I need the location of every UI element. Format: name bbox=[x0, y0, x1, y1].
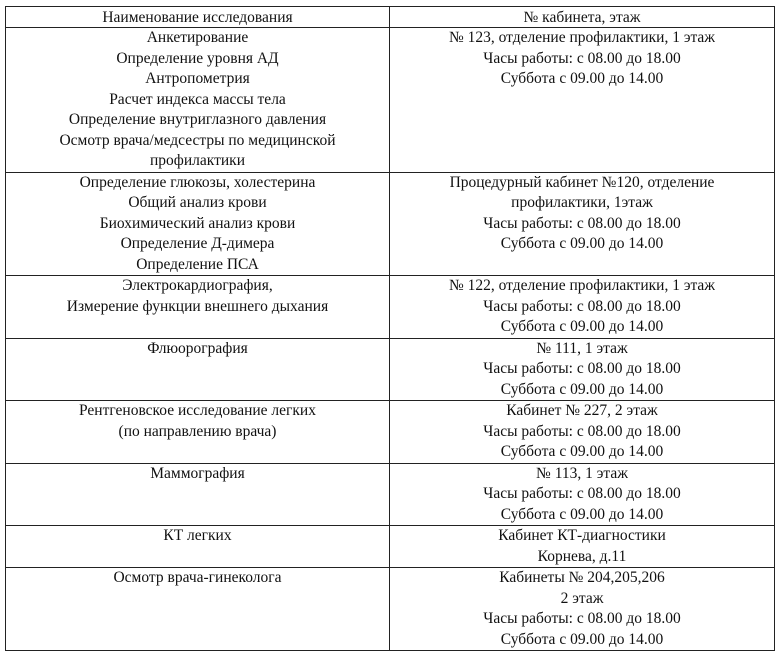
service-line: Измерение функции внешнего дыхания bbox=[66, 297, 329, 315]
service-cell bbox=[6, 463, 390, 526]
service-line: Рентгеновское исследование легких bbox=[79, 402, 316, 419]
location-line: № 122, отделение профилактики, 1 этаж bbox=[448, 277, 716, 294]
location-line: Часы работы: с 08.00 до 18.00 bbox=[483, 49, 681, 67]
service-line: Маммография bbox=[150, 464, 245, 482]
location-line: профилактики, 1этаж bbox=[511, 194, 653, 211]
service-line: Общий анализ крови bbox=[128, 194, 267, 211]
service-line: Определение Д-димера bbox=[120, 235, 275, 252]
location-line: Корнева, д.11 bbox=[537, 547, 627, 565]
service-line: Осмотр врача/медсестры по медицинской bbox=[59, 131, 336, 149]
table-row bbox=[6, 568, 775, 651]
service-line: Определение глюкозы, холестерина bbox=[79, 173, 316, 191]
service-cell bbox=[6, 28, 390, 173]
service-cell bbox=[6, 338, 390, 401]
location-line: Кабинет КТ-диагностики bbox=[498, 527, 666, 544]
location-line: Суббота с 09.00 до 14.00 bbox=[500, 505, 664, 523]
location-line: Часы работы: с 08.00 до 18.00 bbox=[483, 485, 681, 502]
location-cell bbox=[390, 526, 775, 568]
service-line: Флюорография bbox=[147, 339, 248, 357]
service-line: (по направлению врача) bbox=[118, 422, 277, 440]
service-cell bbox=[6, 172, 390, 276]
location-line: Суббота с 09.00 до 14.00 bbox=[500, 235, 664, 252]
service-line: Определение ПСА bbox=[136, 255, 259, 273]
service-line: КТ легких bbox=[163, 527, 232, 544]
location-line: Суббота с 09.00 до 14.00 bbox=[500, 70, 664, 87]
location-cell bbox=[390, 172, 775, 276]
location-line: Часы работы: с 08.00 до 18.00 bbox=[483, 610, 681, 627]
header-service-name: Наименование исследования bbox=[6, 7, 390, 28]
location-cell bbox=[390, 276, 775, 339]
service-line: профилактики bbox=[150, 152, 245, 169]
location-line: № 111, 1 этаж bbox=[536, 339, 628, 357]
location-line: Часы работы: с 08.00 до 18.00 bbox=[483, 360, 681, 377]
table-row bbox=[6, 28, 775, 173]
service-line: Биохимический анализ крови bbox=[99, 214, 296, 232]
location-line: Процедурный кабинет №120, отделение bbox=[449, 173, 715, 191]
service-cell bbox=[6, 526, 390, 568]
location-line: № 113, 1 этаж bbox=[536, 464, 628, 482]
table-body bbox=[6, 28, 775, 651]
location-cell bbox=[390, 28, 775, 173]
location-line: Кабинеты № 204,205,206 bbox=[499, 569, 665, 586]
location-cell bbox=[390, 568, 775, 651]
service-cell bbox=[6, 401, 390, 464]
service-line: Антропометрия bbox=[145, 70, 250, 87]
service-line: Электрокардиография, bbox=[122, 277, 273, 294]
location-cell bbox=[390, 463, 775, 526]
header-room-floor: № кабинета, этаж bbox=[390, 7, 775, 28]
table-row bbox=[6, 338, 775, 401]
location-cell bbox=[390, 338, 775, 401]
location-line: Часы работы: с 08.00 до 18.00 bbox=[483, 422, 681, 440]
location-line: Часы работы: с 08.00 до 18.00 bbox=[483, 214, 681, 232]
service-line: Осмотр врача-гинеколога bbox=[113, 569, 282, 586]
location-line: 2 этаж bbox=[560, 589, 604, 607]
schedule-table bbox=[5, 6, 775, 651]
location-line: Кабинет № 227, 2 этаж bbox=[506, 402, 658, 419]
service-cell bbox=[6, 276, 390, 339]
table-row bbox=[6, 172, 775, 276]
table-row bbox=[6, 276, 775, 339]
location-line: Суббота с 09.00 до 14.00 bbox=[500, 630, 664, 648]
location-line: Суббота с 09.00 до 14.00 bbox=[500, 380, 664, 398]
table-row bbox=[6, 526, 775, 568]
location-line: Суббота с 09.00 до 14.00 bbox=[500, 318, 664, 335]
location-line: Суббота с 09.00 до 14.00 bbox=[500, 443, 664, 460]
service-line: Расчет индекса массы тела bbox=[109, 90, 286, 108]
location-line: № 123, отделение профилактики, 1 этаж bbox=[448, 29, 716, 46]
table-header-row bbox=[6, 7, 775, 28]
service-cell bbox=[6, 568, 390, 651]
service-line: Определение внутриглазного давления bbox=[68, 111, 327, 128]
service-line: Анкетирование bbox=[146, 29, 249, 46]
table-row bbox=[6, 463, 775, 526]
table-row bbox=[6, 401, 775, 464]
location-line: Часы работы: с 08.00 до 18.00 bbox=[483, 297, 681, 315]
service-line: Определение уровня АД bbox=[116, 49, 279, 67]
location-cell bbox=[390, 401, 775, 464]
